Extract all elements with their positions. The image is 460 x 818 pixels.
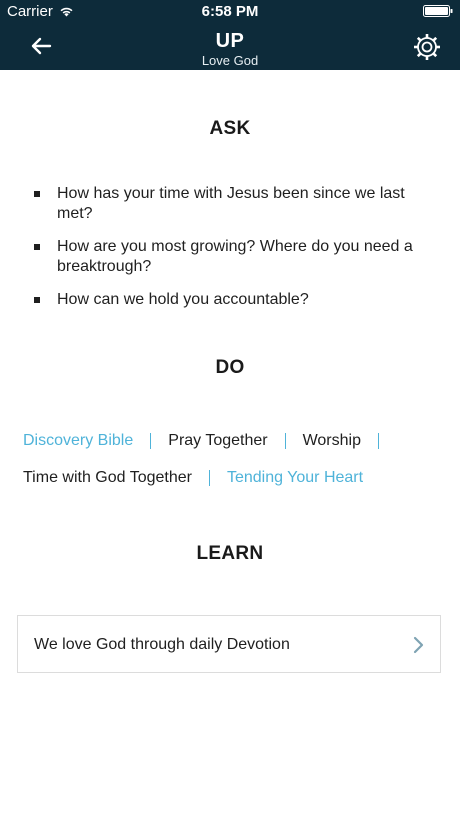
do-item-pray-together[interactable]: Pray Together bbox=[168, 432, 268, 449]
divider bbox=[378, 433, 379, 449]
bullet-icon bbox=[34, 297, 40, 303]
page-subtitle: Love God bbox=[201, 53, 259, 68]
nav-bar bbox=[0, 22, 460, 70]
settings-gear-icon bbox=[412, 32, 442, 62]
do-item-time-with-god-together[interactable]: Time with God Together bbox=[23, 469, 192, 486]
page-title: UP bbox=[215, 30, 245, 52]
bullet-icon bbox=[34, 244, 40, 250]
ask-heading: ASK bbox=[209, 118, 251, 139]
divider bbox=[150, 433, 151, 449]
ask-question-item bbox=[34, 290, 434, 310]
bullet-icon bbox=[34, 191, 40, 197]
learn-devotion-card[interactable] bbox=[17, 615, 441, 673]
do-item-discovery-bible[interactable]: Discovery Bible bbox=[23, 432, 134, 449]
ask-question-text: How are you most growing? Where do you need a breaktrough? bbox=[57, 238, 413, 275]
learn-heading: LEARN bbox=[196, 543, 264, 564]
divider bbox=[209, 470, 210, 486]
ask-question-text: How can we hold you accountable? bbox=[57, 291, 309, 308]
divider bbox=[285, 433, 286, 449]
chevron-right-icon bbox=[412, 636, 424, 654]
do-item-tending-your-heart[interactable]: Tending Your Heart bbox=[226, 469, 364, 486]
learn-card-label: We love God through daily Devotion bbox=[34, 636, 290, 653]
ask-question-text: How has your time with Jesus been since we last met? bbox=[57, 185, 405, 222]
ask-question-item bbox=[34, 237, 434, 277]
do-activity-row bbox=[23, 432, 396, 450]
clock: 6:58 PM bbox=[201, 3, 259, 20]
ask-question-item bbox=[34, 184, 434, 224]
carrier-label: Carrier bbox=[7, 3, 53, 20]
settings-button[interactable] bbox=[412, 32, 442, 62]
status-bar bbox=[0, 0, 460, 22]
top-bar bbox=[0, 0, 460, 70]
battery-icon bbox=[423, 5, 453, 17]
ask-question-list bbox=[34, 184, 434, 323]
do-activity-row bbox=[23, 469, 363, 487]
do-item-worship[interactable]: Worship bbox=[302, 432, 361, 449]
do-heading: DO bbox=[215, 357, 245, 378]
